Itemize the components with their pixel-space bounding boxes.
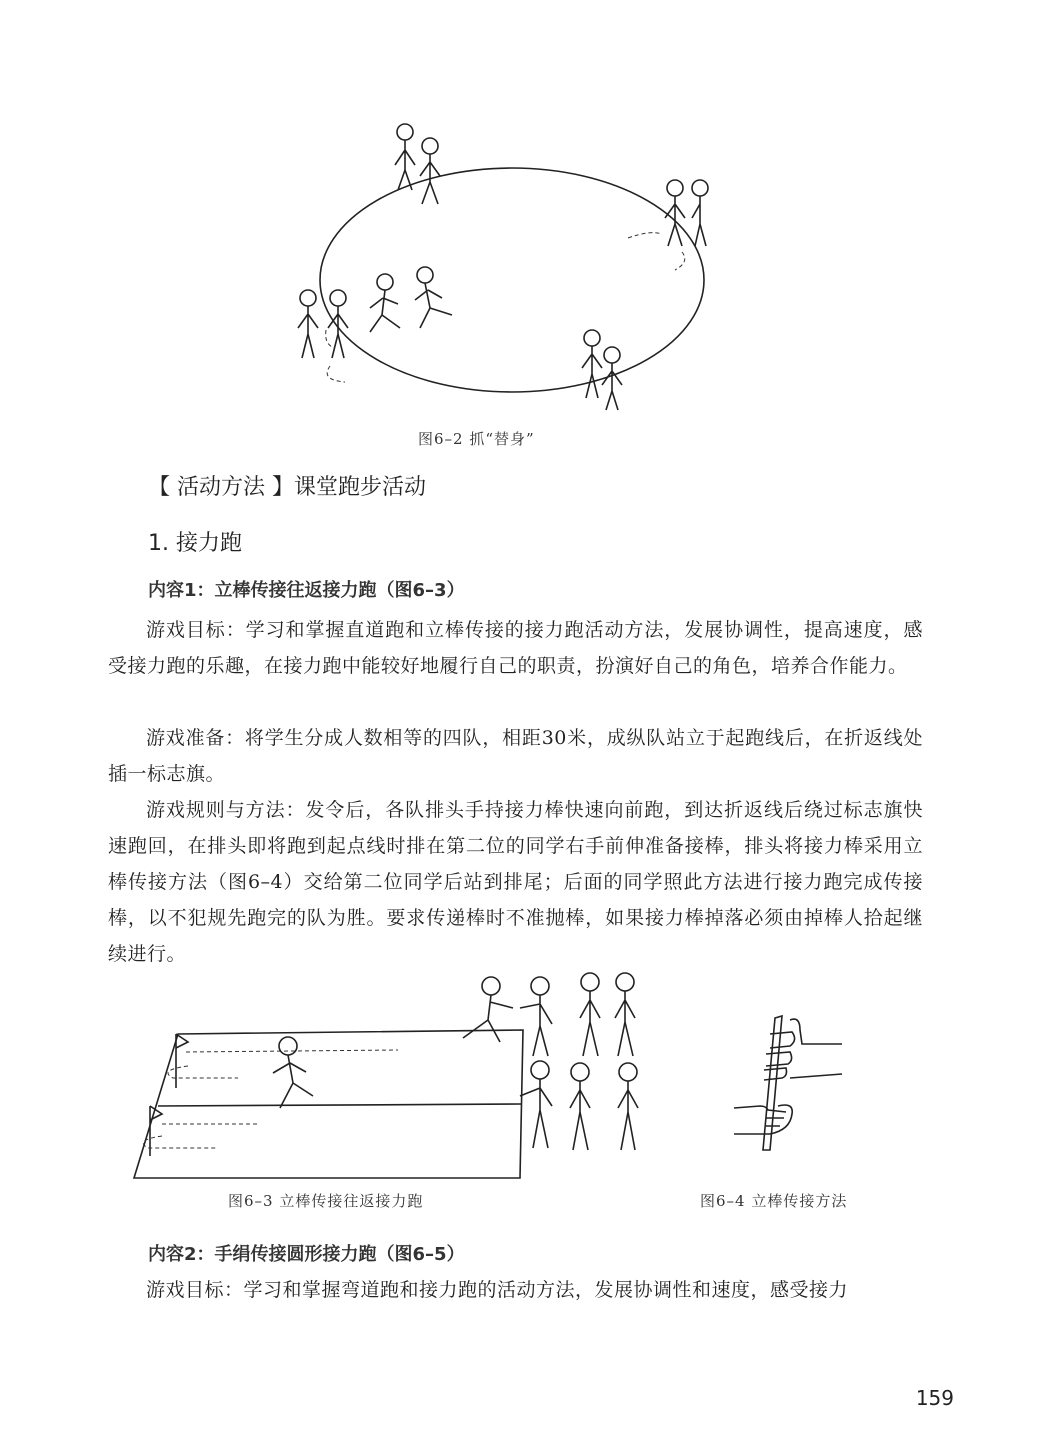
runner-figure bbox=[273, 1037, 313, 1108]
child-figure bbox=[692, 180, 708, 246]
figure-6-4-caption: 图6–4 立棒传接方法 bbox=[700, 1192, 848, 1210]
child-figure bbox=[615, 973, 635, 1056]
figure-6-2-illustration bbox=[290, 110, 710, 420]
child-figure bbox=[520, 1061, 552, 1148]
child-figure bbox=[395, 124, 415, 190]
child-figure bbox=[570, 1063, 590, 1150]
content-1-prep: 游戏准备：将学生分成人数相等的四队，相距30米，成纵队站立于起跑线后，在折返线处插一标志旗。 bbox=[108, 727, 923, 785]
page-number: 159 bbox=[915, 1386, 954, 1410]
baton-icon bbox=[763, 1016, 782, 1150]
runner-figure bbox=[463, 977, 513, 1042]
child-figure bbox=[580, 973, 600, 1056]
content-1-goal: 游戏目标：学习和掌握直道跑和立棒传接的接力跑活动方法，发展协调性，提高速度，感受接力跑的乐趣，在接力跑中能较好地履行自己的职责，扮演好自己的角色，培养合作能力。 bbox=[108, 619, 923, 677]
figure-6-3-illustration bbox=[128, 968, 648, 1188]
child-figure bbox=[328, 290, 348, 358]
content-1-title: 内容1：立棒传接往返接力跑（图6–3） bbox=[148, 580, 465, 601]
content-1-rules: 游戏规则与方法：发令后，各队排头手持接力棒快速向前跑，到达折返线后绕过标志旗快速跑回，在排头即将跑到起点线时排在第二位的同学右手前伸准备接棒，排头将接力棒采用立棒传接方法（图6–4）交给第二位同学后站到排尾；后面的同学照此方法进行接力跑完成传接棒，以不犯规先跑完的队为胜。要求传递棒时不准抛棒，如果接力棒掉落必须由掉棒人拾起继续进行。 bbox=[108, 799, 923, 965]
child-figure bbox=[415, 267, 452, 328]
section-heading: 【 活动方法 】课堂跑步活动 bbox=[148, 475, 426, 500]
figure-6-3-caption: 图6–3 立棒传接往返接力跑 bbox=[228, 1192, 424, 1210]
child-figure bbox=[665, 180, 685, 246]
child-figure bbox=[420, 138, 440, 204]
child-figure bbox=[582, 330, 602, 398]
child-figure bbox=[618, 1063, 638, 1150]
content-2-title: 内容2：手绢传接圆形接力跑（图6–5） bbox=[148, 1244, 465, 1265]
figure-6-2-caption: 图6–2 抓“替身” bbox=[418, 430, 535, 448]
child-figure bbox=[520, 977, 552, 1056]
child-figure bbox=[370, 274, 400, 332]
child-figure bbox=[298, 290, 318, 358]
content-2-goal: 游戏目标：学习和掌握弯道跑和接力跑的活动方法，发展协调性和速度，感受接力 bbox=[146, 1279, 849, 1301]
subsection-heading: 1. 接力跑 bbox=[148, 531, 242, 556]
figure-6-4-illustration bbox=[730, 1010, 860, 1160]
